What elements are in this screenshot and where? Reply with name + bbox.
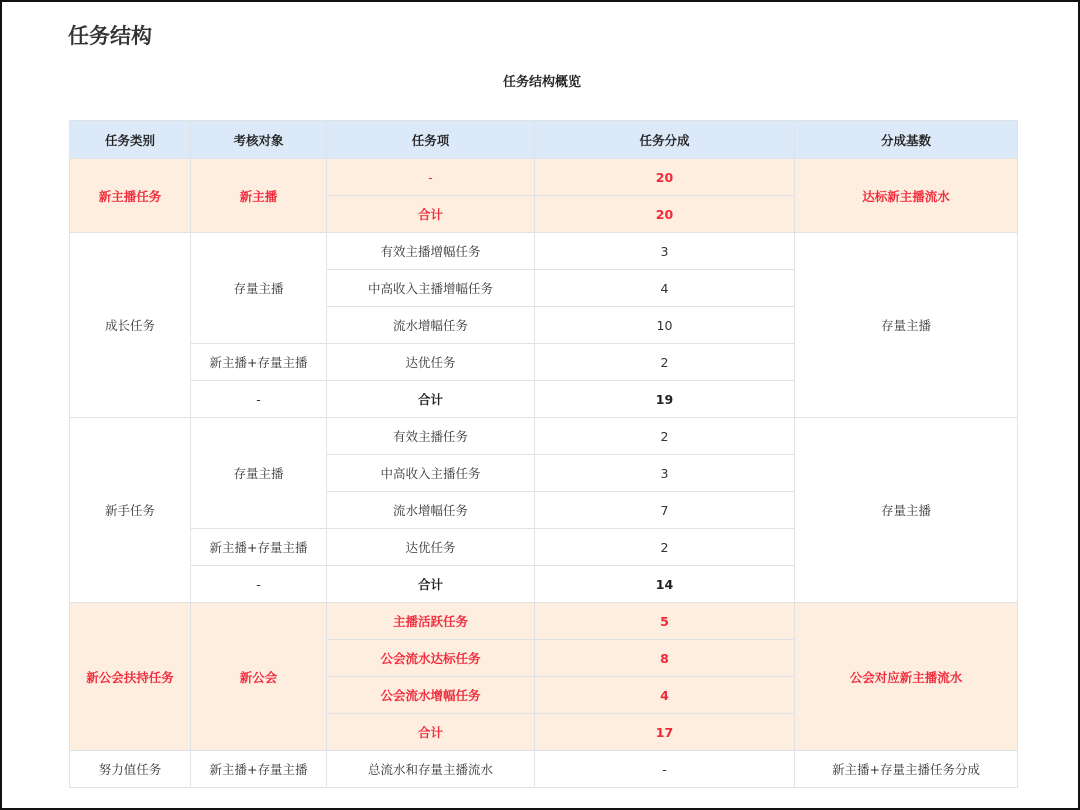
cell-share: 2 xyxy=(535,529,795,566)
cell-category: 新手任务 xyxy=(70,418,191,603)
cell-target: 存量主播 xyxy=(191,233,327,344)
cell-item-total: 合计 xyxy=(327,714,535,751)
cell-target: 新公会 xyxy=(191,603,327,751)
table-row xyxy=(70,751,1018,788)
page-title: 任务结构 xyxy=(68,24,152,48)
cell-item-total: 合计 xyxy=(327,381,535,418)
cell-target: 新主播 xyxy=(191,159,327,233)
table-row xyxy=(70,418,1018,455)
table-caption: 任务结构概览 xyxy=(502,75,581,90)
cell-base: 存量主播 xyxy=(795,418,1018,603)
cell-base: 新主播+存量主播任务分成 xyxy=(795,751,1018,788)
cell-target: - xyxy=(191,566,327,603)
cell-share-total: 19 xyxy=(535,381,795,418)
cell-target: 存量主播 xyxy=(191,418,327,529)
cell-category: 成长任务 xyxy=(70,233,191,418)
cell-base: 存量主播 xyxy=(795,233,1018,418)
cell-share: 2 xyxy=(535,418,795,455)
cell-share: 4 xyxy=(535,270,795,307)
cell-item: 中高收入主播增幅任务 xyxy=(327,270,535,307)
cell-share: 5 xyxy=(535,603,795,640)
cell-item: 流水增幅任务 xyxy=(327,307,535,344)
cell-base: 达标新主播流水 xyxy=(795,159,1018,233)
cell-item: 公会流水增幅任务 xyxy=(327,677,535,714)
header-share: 任务分成 xyxy=(535,121,795,159)
cell-item: 达优任务 xyxy=(327,344,535,381)
cell-share: 8 xyxy=(535,640,795,677)
cell-category: 努力值任务 xyxy=(70,751,191,788)
cell-share: 2 xyxy=(535,344,795,381)
table-row xyxy=(70,233,1018,270)
cell-share: 10 xyxy=(535,307,795,344)
cell-share: 20 xyxy=(535,196,795,233)
table-row xyxy=(70,159,1018,196)
cell-item: 总流水和存量主播流水 xyxy=(327,751,535,788)
cell-target: 新主播+存量主播 xyxy=(191,344,327,381)
cell-share: - xyxy=(535,751,795,788)
table-row xyxy=(70,603,1018,640)
cell-target: 新主播+存量主播 xyxy=(191,529,327,566)
cell-item: 有效主播任务 xyxy=(327,418,535,455)
cell-item: 中高收入主播任务 xyxy=(327,455,535,492)
table-header-row xyxy=(70,121,1018,159)
header-base: 分成基数 xyxy=(795,121,1018,159)
cell-item: - xyxy=(327,159,535,196)
cell-share: 20 xyxy=(535,159,795,196)
cell-item: 公会流水达标任务 xyxy=(327,640,535,677)
cell-item: 达优任务 xyxy=(327,529,535,566)
task-structure-table xyxy=(69,120,1018,788)
cell-share: 3 xyxy=(535,233,795,270)
header-category: 任务类别 xyxy=(70,121,191,159)
cell-share-total: 17 xyxy=(535,714,795,751)
cell-share: 3 xyxy=(535,455,795,492)
cell-item: 合计 xyxy=(327,196,535,233)
cell-item: 主播活跃任务 xyxy=(327,603,535,640)
cell-target: 新主播+存量主播 xyxy=(191,751,327,788)
header-item: 任务项 xyxy=(327,121,535,159)
cell-target: - xyxy=(191,381,327,418)
cell-item-total: 合计 xyxy=(327,566,535,603)
cell-category: 新主播任务 xyxy=(70,159,191,233)
cell-category: 新公会扶持任务 xyxy=(70,603,191,751)
cell-share: 4 xyxy=(535,677,795,714)
cell-base: 公会对应新主播流水 xyxy=(795,603,1018,751)
header-target: 考核对象 xyxy=(191,121,327,159)
cell-item: 有效主播增幅任务 xyxy=(327,233,535,270)
cell-item: 流水增幅任务 xyxy=(327,492,535,529)
cell-share-total: 14 xyxy=(535,566,795,603)
cell-share: 7 xyxy=(535,492,795,529)
